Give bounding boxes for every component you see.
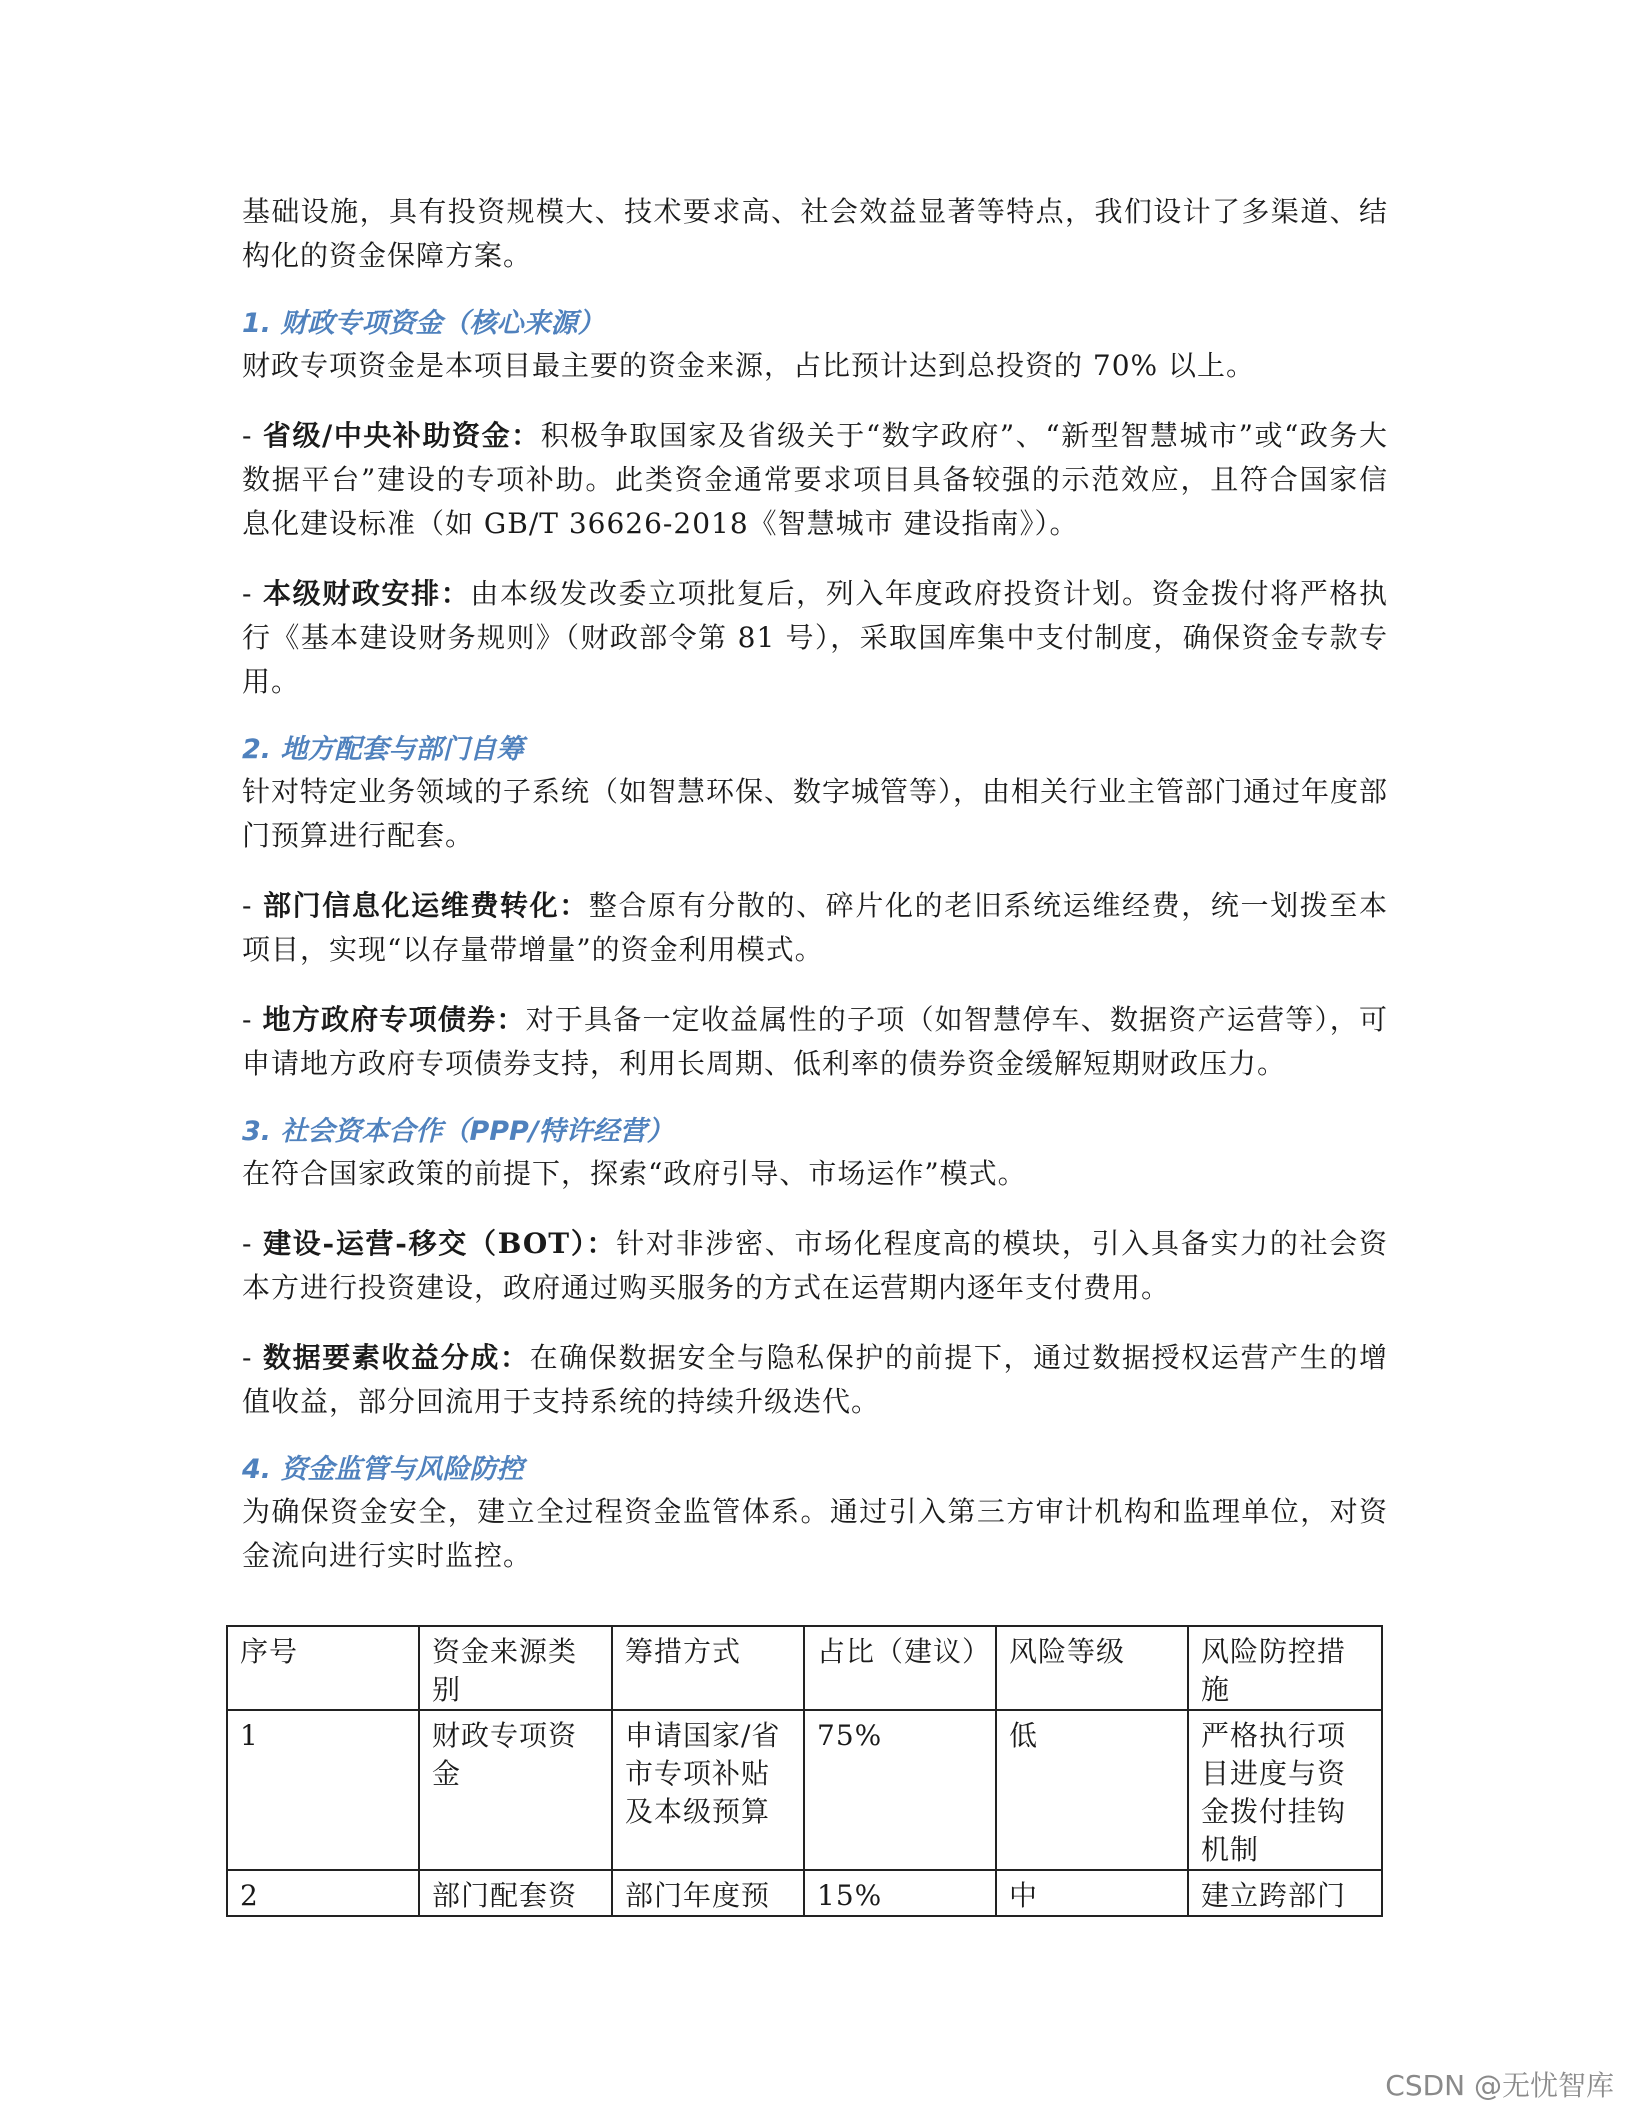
table-cell: 申请国家/省市专项补贴及本级预算 (612, 1710, 804, 1870)
item-text: 在确保数据安全与隐私保护的前提下，通过数据授权运营产生的增值收益，部分回流用于支持系统的持续升级迭代。 (242, 1341, 1388, 1418)
intro-paragraph: 基础设施，具有投资规模大、技术要求高、社会效益显著等特点，我们设计了多渠道、结构化的资金保障方案。 (242, 195, 1388, 272)
table-cell: 部门年度预 (612, 1870, 804, 1916)
funding-table (226, 1625, 1383, 1917)
table-cell: 严格执行项目进度与资金拨付挂钩机制 (1188, 1710, 1382, 1870)
table-header-cell: 风险等级 (996, 1626, 1188, 1710)
item-prefix: - (242, 1341, 263, 1374)
item-text: 针对非涉密、市场化程度高的模块，引入具备实力的社会资本方进行投资建设，政府通过购买服务的方式在运营期内逐年支付费用。 (242, 1227, 1388, 1304)
table-cell: 2 (227, 1870, 419, 1916)
table-header-cell: 占比（建议） (804, 1626, 996, 1710)
table-row (227, 1710, 1382, 1870)
item-prefix: - (242, 419, 263, 452)
item-prefix: - (242, 1227, 264, 1260)
section-1-item-2 (242, 572, 1388, 704)
table-cell: 15% (804, 1870, 996, 1916)
section-1-item-1 (242, 414, 1388, 546)
table-header-cell: 资金来源类别 (419, 1626, 612, 1710)
item-label: 建设-运营-移交（BOT）： (263, 1227, 617, 1260)
table-cell: 建立跨部门 (1188, 1870, 1382, 1916)
section-4-lead: 为确保资金安全，建立全过程资金监管体系。通过引入第三方审计机构和监理单位，对资金流向进行实时监控。 (242, 1495, 1388, 1572)
table-cell: 75% (804, 1710, 996, 1870)
section-3-item-1 (242, 1222, 1388, 1310)
section-2-item-1 (242, 884, 1388, 972)
section-2-heading: 2. 地方配套与部门自筹 (242, 734, 524, 765)
item-text: 积极争取国家及省级关于“数字政府”、“新型智慧城市”或“政务大数据平台”建设的专项补助。此类资金通常要求项目具备较强的示范效应，且符合国家信息化建设标准（如 GB/T 36626-2018《智慧城市 建设指南》）。 (242, 419, 1388, 540)
table-header-cell: 序号 (227, 1626, 419, 1710)
item-prefix: - (242, 1003, 263, 1036)
section-1-heading: 1. 财政专项资金（核心来源） (242, 308, 605, 339)
section-4-heading: 4. 资金监管与风险防控 (242, 1454, 524, 1485)
section-3-heading: 3. 社会资本合作（PPP/特许经营） (242, 1116, 674, 1147)
document-body (242, 190, 1388, 1604)
section-2-lead: 针对特定业务领域的子系统（如智慧环保、数字城管等），由相关行业主管部门通过年度部门预算进行配套。 (242, 775, 1389, 852)
section-3-item-2 (242, 1336, 1388, 1424)
item-label: 本级财政安排： (262, 577, 471, 610)
item-prefix: - (242, 577, 263, 610)
table-header-cell: 筹措方式 (612, 1626, 804, 1710)
item-prefix: - (242, 889, 263, 922)
item-label: 地方政府专项债券： (262, 1003, 526, 1036)
section-1-lead: 财政专项资金是本项目最主要的资金来源，占比预计达到总投资的 70% 以上。 (242, 349, 1256, 382)
item-text: 由本级发改委立项批复后，列入年度政府投资计划。资金拨付将严格执行《基本建设财务规则》（财政部令第 81 号），采取国库集中支付制度，确保资金专款专用。 (242, 577, 1388, 698)
item-label: 部门信息化运维费转化： (262, 889, 589, 922)
table-cell: 低 (996, 1710, 1188, 1870)
item-label: 数据要素收益分成： (262, 1341, 530, 1374)
section-3-lead: 在符合国家政策的前提下，探索“政府引导、市场运作”模式。 (242, 1157, 1027, 1190)
table-cell: 财政专项资金 (419, 1710, 612, 1870)
table-row (227, 1870, 1382, 1916)
item-text: 整合原有分散的、碎片化的老旧系统运维经费，统一划拨至本项目，实现“以存量带增量”的资金利用模式。 (242, 889, 1388, 966)
table-cell: 部门配套资 (419, 1870, 612, 1916)
table-cell: 1 (227, 1710, 419, 1870)
item-label: 省级/中央补助资金： (262, 419, 541, 452)
table-cell: 中 (996, 1870, 1188, 1916)
table-header-cell: 风险防控措施 (1188, 1626, 1382, 1710)
table-header-row (227, 1626, 1382, 1710)
item-text: 对于具备一定收益属性的子项（如智慧停车、数据资产运营等），可申请地方政府专项债券支持，利用长周期、低利率的债券资金缓解短期财政压力。 (242, 1003, 1388, 1080)
funding-table-container (226, 1625, 1381, 1912)
section-2-item-2 (242, 998, 1388, 1086)
watermark: CSDN @无忧智库 (1385, 2069, 1614, 2102)
